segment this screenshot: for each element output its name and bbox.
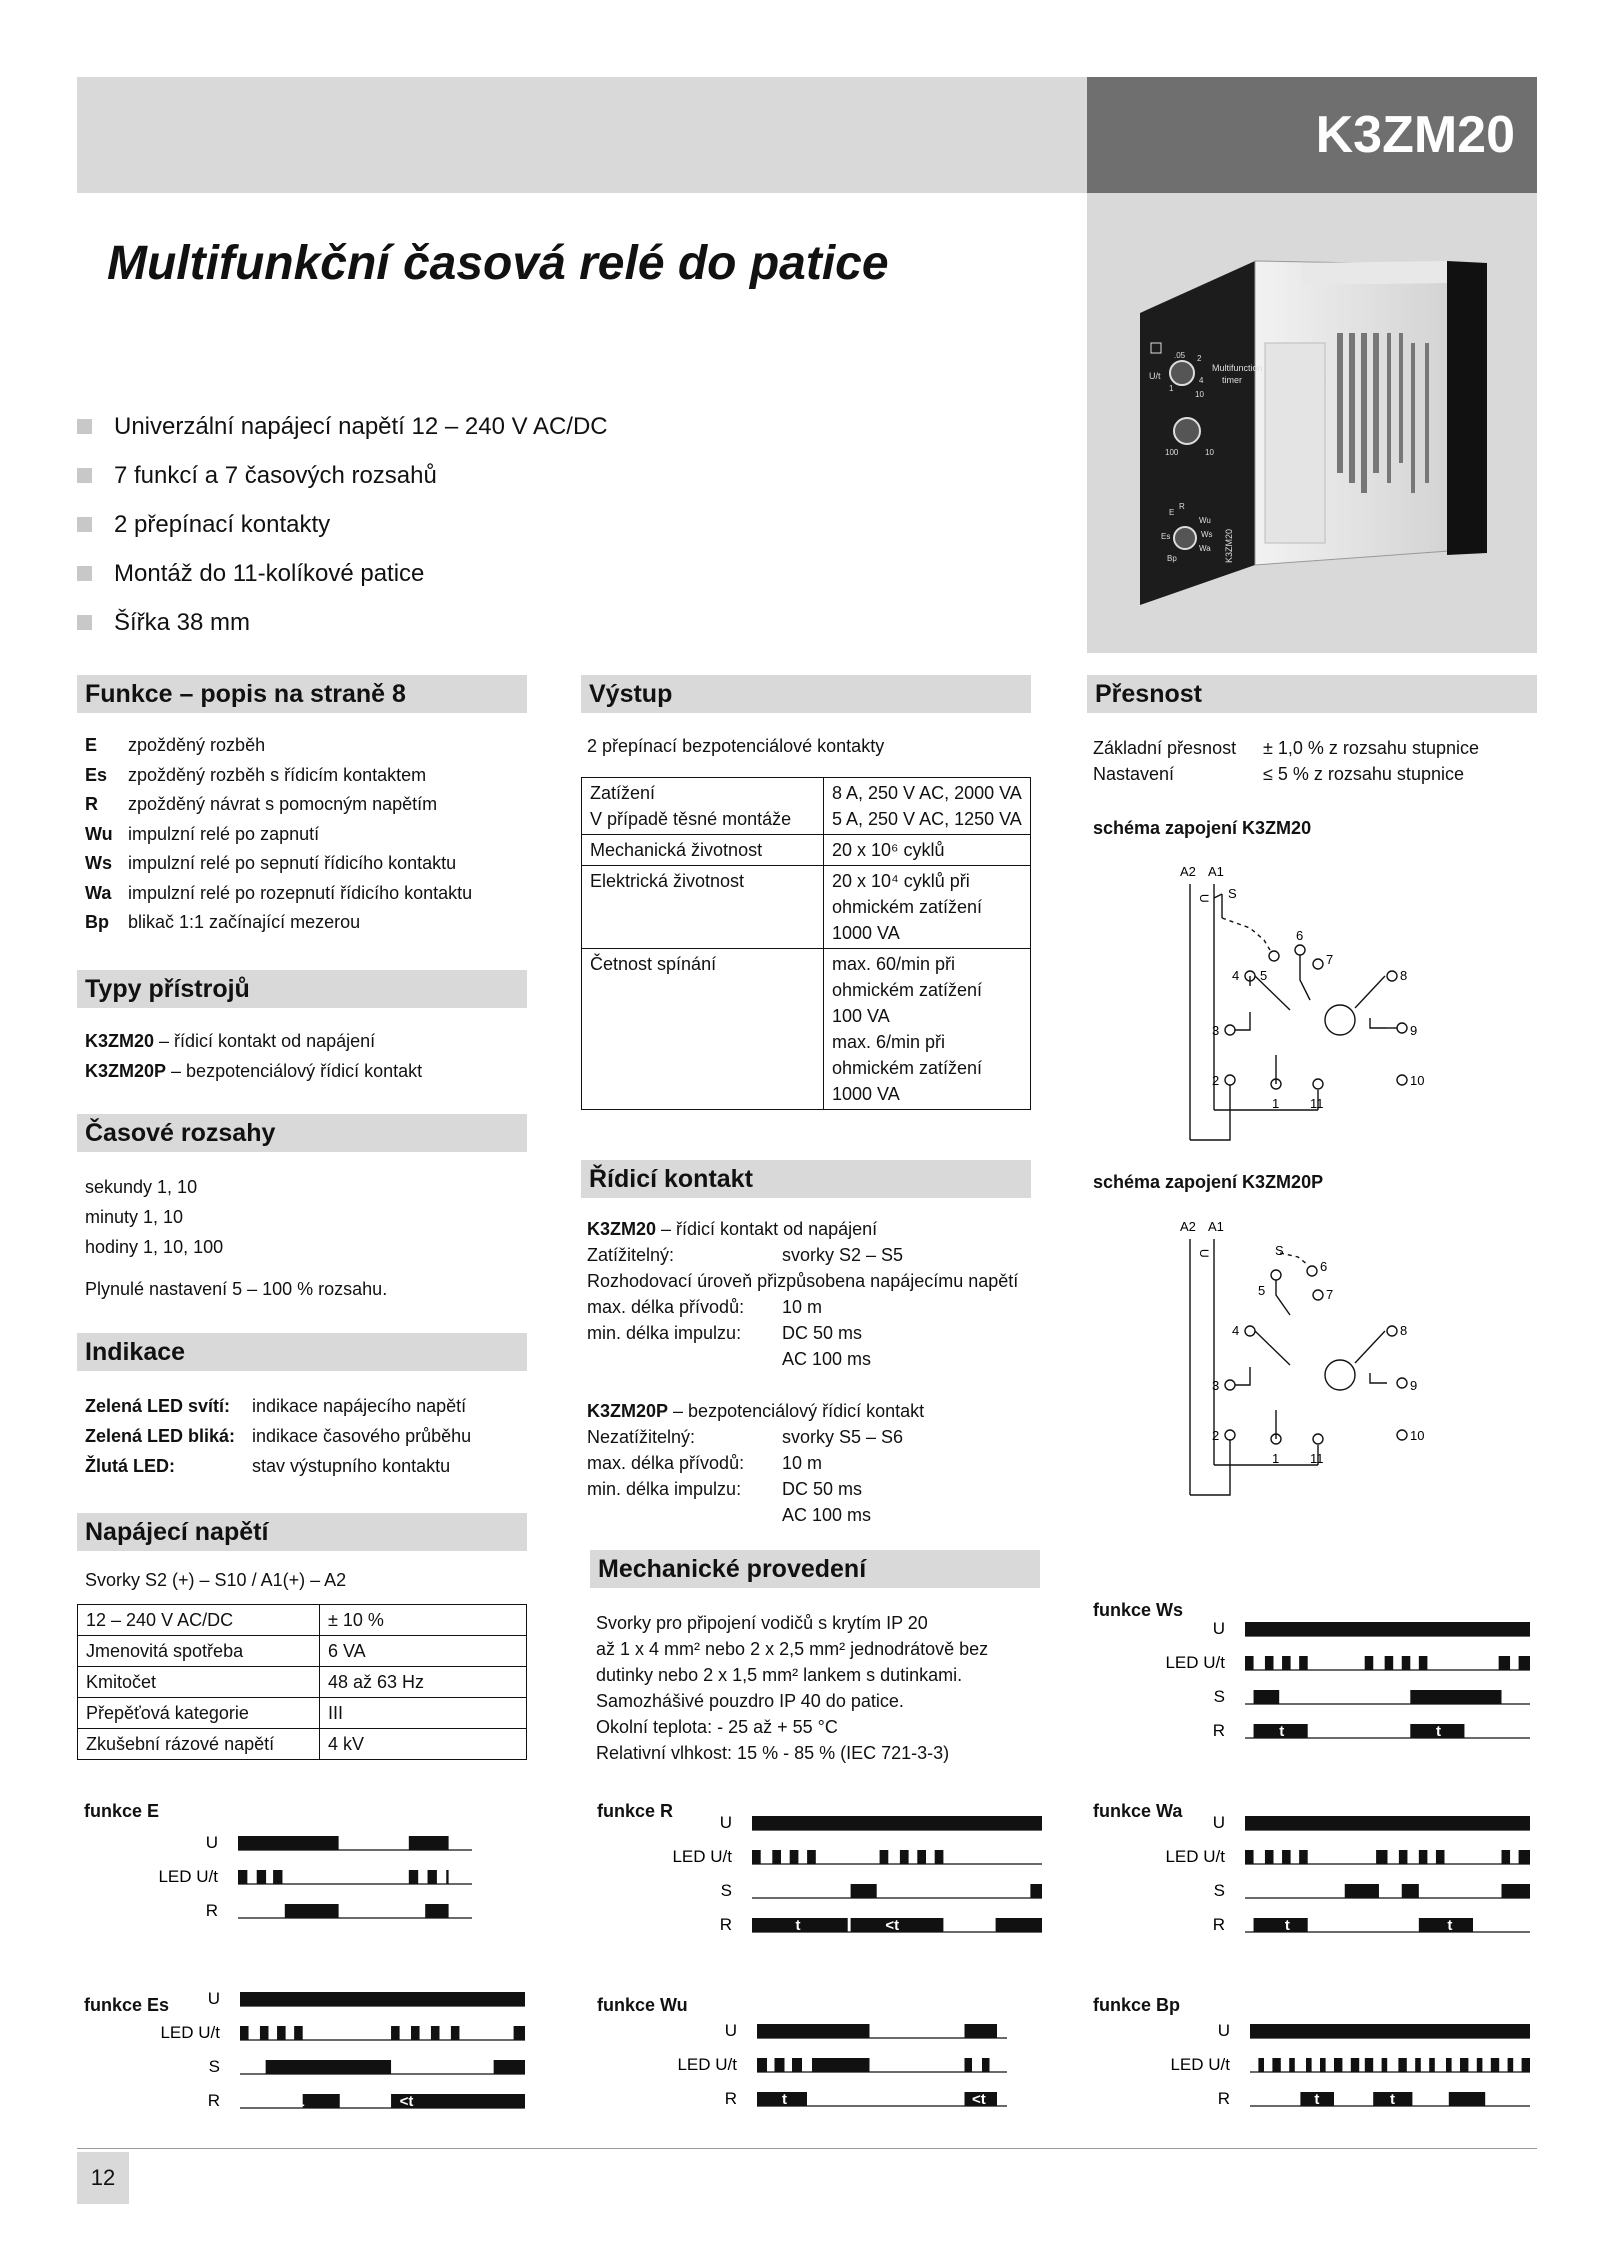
timing-pulse [1502,1850,1511,1864]
timing-pulse [1382,2058,1388,2072]
timing-mark: t [1447,1917,1453,1934]
timing-pulse [1245,1656,1254,1670]
table-row: Jmenovitá spotřeba 6 VA [78,1636,527,1667]
schema-label: S [1275,1243,1284,1258]
timing-pulse [1502,1884,1531,1898]
schema-label: 2 [1212,1428,1220,1443]
timing-diagram-ws [1165,1619,1530,1740]
timing-pulse [238,1836,339,1850]
timing-pulse [294,2026,303,2040]
timing-title-wu: funkce Wu [597,1995,688,2015]
timing-pulse [1320,2058,1326,2072]
table-row: Přepěťová kategorie III [78,1698,527,1729]
timing-pulse [514,2026,525,2040]
timing-pulse [757,2024,870,2038]
schema-label: U [1197,894,1211,903]
mode-label: Es [1161,532,1171,541]
schema-label: 3 [1212,1023,1220,1038]
timing-title-ws: funkce Ws [1093,1600,1184,1620]
table-row: Kmitočet 48 až 63 Hz [78,1667,527,1698]
timing-pulse [880,1850,889,1864]
timing-mark: t [1390,2091,1395,2108]
timing-pulse [790,1850,799,1864]
timing-pulse [494,2060,525,2074]
ridici-block: K3ZM20 – řídicí kontakt od napájení Zatížitelný: svorky S2 – S5 Rozhodovací úroveň přizpůsobena napájecímu napětí max. délka přívodů: 10 m min. délka impulzu: DC 50 ms AC 100 ms K3ZM20P – bezpotenciálový řídicí kontakt Nezatížitelný: svorky S5 – S6 max. délka přívodů: 10 m min. délka impulzu: DC 50 ms AC 100 ms [587,1219,1019,1525]
timing-pulse [772,1850,781,1864]
dial-label: 10 [1205,448,1214,457]
timing-row-label: LED U/t [1170,2055,1230,2074]
timing-row-label: R [1212,1721,1225,1740]
timing-pulse [1477,2058,1483,2072]
timing-row-label: S [1213,1687,1225,1706]
timing-pulse [1385,1656,1394,1670]
table-row: Zatížení V případě těsné montáže 8 A, 250 V AC, 2000 VA 5 A, 250 V AC, 1250 VA [582,778,1031,835]
schema-label: 2 [1212,1073,1220,1088]
timing-row-label: LED U/t [677,2055,737,2074]
timing-pulse [935,1850,944,1864]
timing-pulse [1245,1622,1530,1636]
timing-mark: t1 [291,2093,305,2110]
timing-pulse [1415,2058,1421,2072]
timing-pulse [1245,1850,1254,1864]
vystup-intro: 2 přepínací bezpotenciálové kontakty [587,736,885,756]
timing-row-label: R [719,1915,732,1934]
timing-pulse [807,1850,816,1864]
page-number: 12 [77,2152,129,2204]
schema-label: 1 [1272,1096,1280,1111]
dial-label: U/t [1149,371,1161,381]
timing-diagram-r [672,1813,1042,1934]
timing-pulse [1282,1850,1291,1864]
timing-diagram-wu [677,2021,1007,2108]
table-row: 12 – 240 V AC/DC ± 10 % [78,1605,527,1636]
schema-label: 11 [1310,1096,1324,1111]
timing-pulse [1449,2092,1485,2106]
timing-pulse [982,2058,990,2072]
table-row: Elektrická životnost 20 x 10⁴ cyklů při ohmickém zatížení 1000 VA [582,866,1031,949]
timing-pulse [1499,1656,1510,1670]
timing-pulse [1254,1690,1280,1704]
timing-pulse [1399,1850,1408,1864]
timing-pulse [277,2026,286,2040]
schema-label: 7 [1326,952,1334,967]
schema-label: 1 [1272,1451,1280,1466]
typy-list: K3ZM20 – řídicí kontakt od napájení K3ZM20P – bezpotenciálový řídicí kontakt [85,1031,423,1081]
table-row: Četnost spínání max. 60/min při ohmickém zatížení 100 VA max. 6/min při ohmickém zatížení 1000 VA [582,949,1031,1110]
page-title: Multifunkční časová relé do patice [107,237,889,290]
timing-pulse [257,1870,266,1884]
timing-mark: t [1435,1723,1441,1740]
section-heading-typy: Typy přístrojů [77,970,527,1008]
timing-pulse [851,1884,877,1898]
schema-label: A1 [1208,864,1224,879]
timing-pulse [1258,2058,1264,2072]
timing-pulse [1398,2058,1406,2072]
dial-label: .05 [1174,351,1186,360]
dial-label: 1 [1169,384,1174,393]
timing-pulse [752,1850,761,1864]
schema-label: 10 [1410,1073,1425,1088]
timing-pulse [1519,1850,1530,1864]
timing-title-bp: funkce Bp [1093,1995,1181,2015]
presnost-list: Základní přesnost ± 1,0 % z rozsahu stupnice Nastavení ≤ 5 % z rozsahu stupnice [1093,738,1479,784]
schema2-title: schéma zapojení K3ZM20P [1093,1172,1324,1192]
timing-pulse [1376,1850,1387,1864]
timing-pulse [1429,2058,1435,2072]
timing-diagram-wa [1165,1813,1530,1934]
schema-label: A1 [1208,1219,1224,1234]
schema-label: 4 [1232,1323,1240,1338]
funkce-list: E zpožděný rozběh Es zpožděný rozběh s řídicím kontaktem R zpožděný návrat s pomocným napětím Wu impulzní relé po zapnutí Ws impulzní relé po sepnutí řídicího kontaktu Wa impulzní relé po rozepnutí řídicího kontaktu Bp blikač 1:1 začínající mezerou [85,735,473,932]
timing-mark: <t [399,2093,414,2110]
timing-pulse [411,2026,420,2040]
mode-label: R [1179,502,1185,511]
timing-pulse [240,1992,525,2006]
timing-pulse [1250,2024,1530,2038]
timing-row-label: R [1212,1915,1225,1934]
timing-pulse [1030,1884,1042,1898]
timing-pulse [996,1918,1042,1932]
feature-item: 2 přepínací kontakty [77,500,608,549]
timing-pulse [1365,1656,1374,1670]
timing-pulse [1265,1656,1274,1670]
timing-mark: t [795,1917,801,1934]
timing-mark: <t [397,1903,411,1920]
photo-caption: Multifunction [1212,363,1263,373]
schema-label: 9 [1410,1378,1418,1393]
timing-pulse [1436,1850,1445,1864]
timing-pulse [775,2058,785,2072]
timing-pulse [812,2058,870,2072]
timing-pulse [752,1816,1042,1830]
feature-item: Univerzální napájecí napětí 12 – 240 V AC/DC [77,402,608,451]
timing-row-label: U [1217,2021,1230,2040]
timing-pulse [1519,1656,1530,1670]
section-heading-presnost: Přesnost [1087,675,1537,713]
timing-diagram-e [158,1833,472,1920]
timing-row-label: U [724,2021,737,2040]
schema-label: 8 [1400,1323,1408,1338]
timing-pulse [1446,2058,1452,2072]
timing-row-label: U [207,1989,220,2008]
timing-pulse [1265,1850,1274,1864]
mechanicke-text: Svorky pro připojení vodičů s krytím IP 20 až 1 x 4 mm² nebo 2 x 2,5 mm² jednodrátově bez dutinky nebo 2 x 1,5 mm² lankem s dutinkami. Samozhášivé pouzdro IP 40 do patice. Okolní teplota: - 25 až + 55 °C Relativní vlhkost: 15 % - 85 % (IEC 721-3-3) [596,1613,989,1763]
schema-label: 8 [1400,968,1408,983]
timing-pulse [1522,2058,1530,2072]
timing-pulse [965,2024,998,2038]
schema-label: 6 [1320,1259,1328,1274]
timing-pulse [285,1904,339,1918]
timing-pulse [266,2060,391,2074]
timing-mark: <t [885,1917,900,1934]
timing-pulse [965,2058,973,2072]
schema-label: 3 [1212,1378,1220,1393]
timing-pulse [425,1904,448,1918]
timing-pulse [1402,1884,1419,1898]
timing-row-label: U [205,1833,218,1852]
schema-label: 9 [1410,1023,1418,1038]
timing-pulse [409,1870,418,1884]
timing-row-label: LED U/t [672,1847,732,1866]
mode-label: Bp [1167,554,1177,563]
section-heading-funkce: Funkce – popis na straně 8 [77,675,527,713]
timing-pulse [1491,2058,1499,2072]
timing-pulse [1254,1918,1308,1932]
timing-title-es: funkce Es [84,1995,170,2015]
timing-pulse [240,2026,249,2040]
mode-label: E [1169,508,1175,517]
mode-label: Ws [1201,530,1213,539]
timing-row-label: S [208,2057,220,2076]
timing-pulse [1460,2058,1468,2072]
timing-pulse [1272,2058,1280,2072]
timing-pulse [1402,1656,1411,1670]
timing-pulse [1419,1918,1473,1932]
timing-pulse [1419,1656,1428,1670]
timing-pulse [1365,2058,1373,2072]
schema1-title: schéma zapojení K3ZM20 [1093,818,1312,838]
timing-pulse [431,2026,440,2040]
timing-diagram-es [160,1989,525,2110]
timing-title-r: funkce R [597,1801,674,1821]
napajeci-svorky: Svorky S2 (+) – S10 / A1(+) – A2 [85,1570,347,1590]
feature-item: 7 funkcí a 7 časových rozsahů [77,451,608,500]
timing-mark: t [782,2091,787,2108]
section-heading-ridici: Řídicí kontakt [581,1160,1031,1198]
timing-pulse [900,1850,909,1864]
timing-mark: t [1279,1723,1285,1740]
timing-pulse [757,2058,767,2072]
timing-pulse [238,1870,247,1884]
timing-pulse [303,2094,340,2108]
schema-label: 10 [1410,1428,1425,1443]
mode-label: Wu [1199,516,1211,525]
timing-pulse [273,1870,282,1884]
footer-divider [77,2148,1537,2149]
section-heading-indikace: Indikace [77,1333,527,1371]
timing-mark: t [1314,2091,1320,2108]
timing-pulse [451,2026,460,2040]
timing-diagram-bp [1170,2021,1530,2108]
schema-label: 5 [1258,1283,1266,1298]
timing-mark: <t [885,1883,900,1900]
timing-pulse [792,2058,802,2072]
timing-pulse [446,1870,448,1884]
feature-item: Montáž do 11-kolíkové patice [77,549,608,598]
dial-label: 10 [1195,390,1204,399]
timing-pulse [1351,2058,1359,2072]
timing-title-e: funkce E [84,1801,160,1821]
timing-row-label: LED U/t [1165,1847,1225,1866]
timing-row-label: R [207,2091,220,2110]
schema-label: S [1228,886,1237,901]
schema-label: A2 [1180,864,1196,879]
timing-row-label: LED U/t [1165,1653,1225,1672]
timing-title-wa: funkce Wa [1093,1801,1183,1821]
timing-pulse [1334,2058,1342,2072]
casove-list: sekundy 1, 10 minuty 1, 10 hodiny 1, 10, 100 Plynulé nastavení 5 – 100 % rozsahu. [85,1177,388,1299]
dial-label: 2 [1197,354,1202,363]
timing-pulse [1345,1884,1379,1898]
timing-pulse [1419,1850,1428,1864]
timing-pulse [1299,1850,1308,1864]
timing-mark: t [1284,1917,1290,1934]
indikace-list: Zelená LED svítí: indikace napájecího napětí Zelená LED bliká: indikace časového průběhu Žlutá LED: stav výstupního kontaktu [85,1396,472,1476]
timing-mark: t [1272,2091,1278,2108]
timing-row-label: U [719,1813,732,1832]
timing-row-label: U [1212,1813,1225,1832]
schema-label: A2 [1180,1219,1196,1234]
timing-mark: <t [972,2091,986,2108]
timing-mark: t [1348,2091,1353,2108]
timing-mark: t [261,1903,267,1920]
timing-row-label: U [1212,1619,1225,1638]
timing-pulse [1245,1816,1530,1830]
table-row: Zkušební rázové napětí 4 kV [78,1729,527,1760]
schema-label: 5 [1260,968,1268,983]
feature-item: Šířka 38 mm [77,598,608,647]
timing-pulse [260,2026,269,2040]
schema-label: 7 [1326,1287,1334,1302]
timing-pulse [1508,2058,1514,2072]
photo-model: K3ZM20 [1224,528,1234,563]
schema-label: 6 [1296,928,1304,943]
timing-row-label: S [720,1881,732,1900]
timing-row-label: R [1217,2089,1230,2108]
schema-label: 4 [1232,968,1240,983]
schema-label: 11 [1310,1451,1324,1466]
timing-pulse [428,1870,437,1884]
timing-row-label: LED U/t [160,2023,220,2042]
timing-pulse [391,2026,400,2040]
timing-pulse [1299,1656,1308,1670]
section-heading-mechanicke: Mechanické provedení [590,1550,1040,1588]
table-row: Mechanická životnost 20 x 10⁶ cyklů [582,835,1031,866]
photo-caption: timer [1222,375,1242,385]
timing-row-label: R [724,2089,737,2108]
timing-row-label: S [1213,1881,1225,1900]
product-code: K3ZM20 [1087,77,1537,193]
mode-label: Wa [1199,544,1211,553]
dial-label: 100 [1165,448,1179,457]
timing-row-label: LED U/t [158,1867,218,1886]
timing-pulse [1410,1690,1501,1704]
schema-label: U [1197,1249,1211,1258]
dial-label: 4 [1199,376,1204,385]
section-heading-casove: Časové rozsahy [77,1114,527,1152]
timing-pulse [1282,1656,1291,1670]
timing-row-label: R [205,1901,218,1920]
timing-pulse [1306,2058,1312,2072]
timing-pulse [409,1836,449,1850]
section-heading-napajeci: Napájecí napětí [77,1513,527,1551]
timing-pulse [1289,2058,1295,2072]
section-heading-vystup: Výstup [581,675,1031,713]
timing-pulse [917,1850,926,1864]
